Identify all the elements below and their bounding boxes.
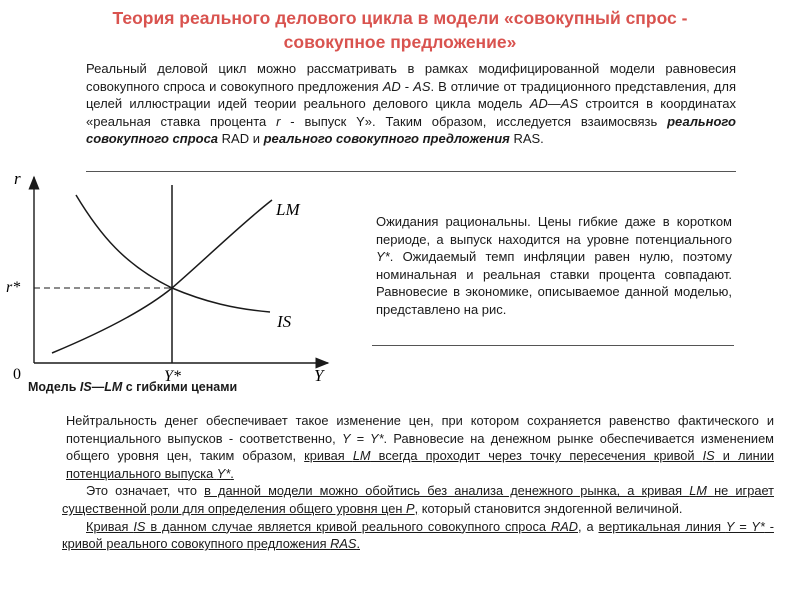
page-title-line2: совокупное предложение» (283, 32, 517, 52)
p3-text: , а (578, 518, 599, 534)
p3-underlined: Кривая (86, 518, 134, 534)
caption-text: Модель (28, 380, 80, 394)
p2-p: P (406, 500, 415, 516)
x-axis-label: Y (314, 366, 324, 385)
origin-label: 0 (13, 366, 21, 383)
p1-is: IS (702, 448, 715, 464)
p3-underlined: вертикальная линия (598, 518, 726, 534)
caption-is: IS (79, 380, 92, 394)
intro-text: . В отличие от традиционного представления, для целей иллюстрации идей теории реального делового цикла модель (86, 78, 736, 112)
p1-text: . Равновесие на денежном рынке обеспечивается изменением общего уровня цен, таким образом, (66, 430, 774, 464)
is-lm-graph (0, 165, 340, 395)
intro-adas: AD—AS (529, 96, 579, 112)
intro-ras-bold: реального совокупного предложения (263, 131, 510, 147)
intro-as: AS (413, 78, 431, 94)
note-ystar: Y* (376, 249, 390, 265)
intro-r: r (276, 113, 281, 129)
p1-lm: LM (352, 448, 371, 464)
p1-ystar: Y* (216, 465, 231, 481)
r-star-label: r* (6, 279, 21, 296)
p1-end: . (230, 465, 234, 481)
p2-underlined: , (414, 500, 419, 516)
caption-lm: LM (104, 380, 123, 394)
p3-rad: RAD (550, 518, 578, 534)
intro-text: строится в координатах «реальная ставка процента (86, 96, 736, 129)
is-curve (76, 195, 270, 312)
y-star-label: Y* (164, 368, 181, 385)
p3-is: IS (133, 518, 146, 534)
intro-rad-bold: реального совокупного спроса (86, 113, 736, 147)
p3-ras: RAS (330, 536, 357, 552)
intro-text: RAS. (509, 131, 544, 147)
intro-text: - (400, 78, 414, 94)
note-text: Ожидания рациональны. Цены гибкие даже в коротком периоде, а выпуск находится на уровне потенциального (376, 214, 732, 247)
lm-curve (52, 200, 272, 353)
p1-underlined: и линии потенциального выпуска (66, 448, 774, 481)
graph-caption (28, 380, 237, 394)
intro-text: - выпуск Y». Таким образом, исследуется взаимосвязь (280, 113, 668, 129)
conclusion-paragraph-2 (62, 482, 774, 517)
p1-text: Нейтральность денег обеспечивает такое изменение цен, при котором сохраняется равенство фактического и потенциального выпусков - соответственно, (66, 413, 774, 446)
note-underline (372, 345, 734, 346)
conclusion-paragraph-3 (62, 518, 774, 553)
lm-label: LM (276, 200, 300, 219)
p2-text: Это означает, что (86, 483, 205, 499)
p3-y-eq: Y = Y* (725, 518, 765, 534)
p1-underlined: всегда проходит через точку пересечения кривой (370, 448, 703, 464)
p1-y-eq: Y = Y* (341, 430, 384, 446)
p3-underlined: в данном случае является кривой реального совокупного спроса (145, 518, 551, 534)
is-label: IS (277, 312, 292, 331)
caption-text: с гибкими ценами (122, 380, 238, 394)
intro-paragraph (86, 60, 736, 148)
page-title (40, 6, 760, 54)
conclusion-paragraph-1 (62, 412, 774, 482)
p2-lm: LM (689, 483, 707, 499)
intro-text: Реальный деловой цикл можно рассматривать в рамках модифицированной модели равновесия совокупного спроса и совокупного предложения (86, 61, 736, 94)
y-axis-label: r (14, 169, 21, 188)
p3-underlined: - кривой реального совокупного предложения (62, 518, 774, 552)
p1-underlined: кривая (304, 448, 353, 464)
intro-ad: AD (382, 78, 401, 94)
p2-underlined: не играет существенной роли для определения общего уровня цен (62, 483, 774, 516)
note-text: . Ожидаемый темп инфляции равен нулю, поэтому номинальная и реальная ставки процента совпадают. Равновесие в экономике, описываемое данной моделью, представлено на рис. (376, 249, 732, 317)
p3-end: . (356, 536, 360, 552)
conclusion-text (62, 412, 774, 553)
p2-underlined: в данной модели можно обойтись без анализа денежного рынка, а кривая (204, 483, 690, 499)
assumptions-note (376, 213, 732, 319)
page-title-line1: Теория реального делового цикла в модели «совокупный спрос - (112, 8, 688, 28)
caption-text: — (91, 380, 105, 394)
intro-text: RAD и (218, 131, 264, 147)
p2-text: который становится эндогенной величиной. (418, 500, 683, 516)
